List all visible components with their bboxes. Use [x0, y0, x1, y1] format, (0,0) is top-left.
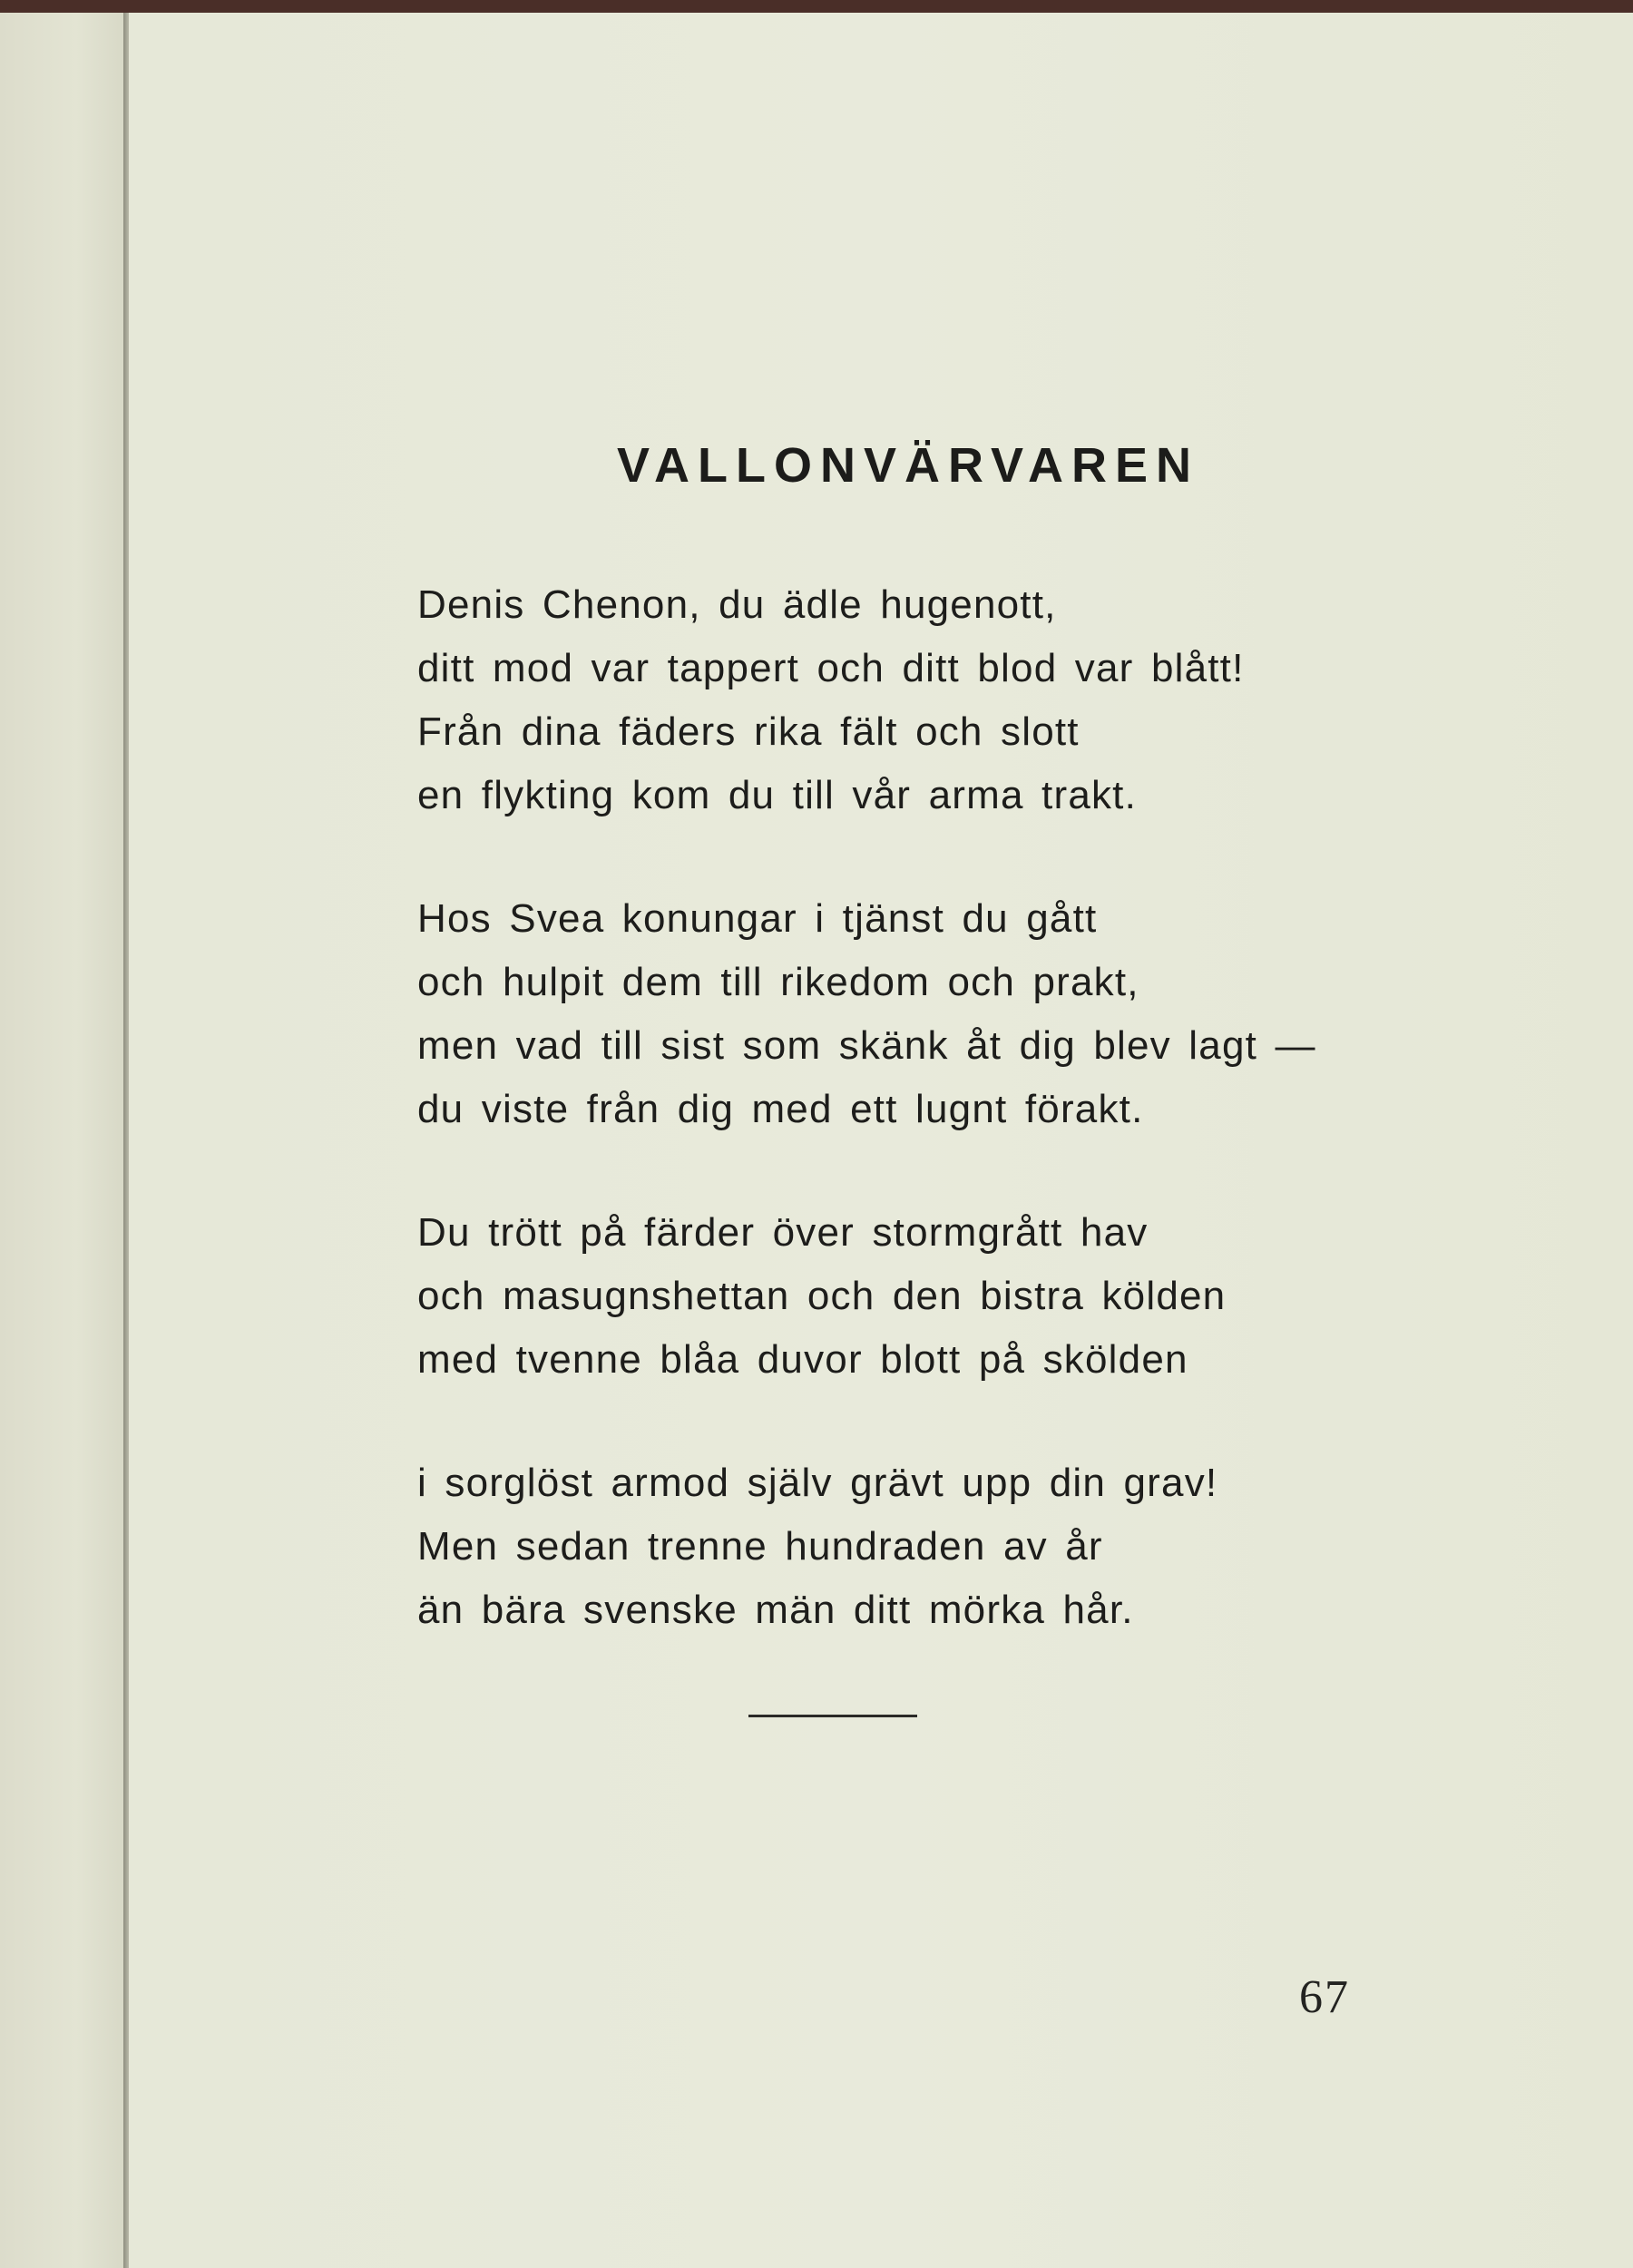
poem-line: än bära svenske män ditt mörka hår.	[417, 1588, 1134, 1632]
poem-line: Du trött på färder över stormgrått hav	[417, 1210, 1149, 1255]
page	[129, 13, 1633, 2268]
poem-line: du viste från dig med ett lugnt förakt.	[417, 1087, 1144, 1131]
poem-line: Denis Chenon, du ädle hugenott,	[417, 582, 1057, 627]
stanza-2	[417, 887, 1506, 1141]
poem-line: och hulpit dem till rikedom och prakt,	[417, 960, 1139, 1004]
page-number: 67	[1299, 1971, 1350, 2023]
left-page-edge	[0, 13, 127, 2268]
poem-line: och masugnshettan och den bistra kölden	[417, 1274, 1227, 1318]
stanza-3	[417, 1201, 1506, 1392]
end-rule	[748, 1715, 917, 1717]
poem-line: men vad till sist som skänk åt dig blev lagt —	[417, 1023, 1316, 1068]
poem-line: Men sedan trenne hundraden av år	[417, 1524, 1103, 1569]
stanza-1	[417, 573, 1506, 827]
poem-line: i sorglöst armod själv grävt upp din grav!	[417, 1461, 1218, 1505]
poem-title: VALLONVÄRVAREN	[616, 438, 1200, 493]
poem-body	[417, 573, 1506, 1702]
poem-line: ditt mod var tappert och ditt blod var blått!	[417, 646, 1245, 690]
poem-line: Hos Svea konungar i tjänst du gått	[417, 896, 1098, 941]
poem-line: med tvenne blåa duvor blott på skölden	[417, 1337, 1188, 1382]
poem-line: en flykting kom du till vår arma trakt.	[417, 773, 1138, 817]
poem-line: Från dina fäders rika fält och slott	[417, 709, 1080, 754]
top-edge	[0, 0, 1633, 13]
stanza-4	[417, 1452, 1506, 1642]
